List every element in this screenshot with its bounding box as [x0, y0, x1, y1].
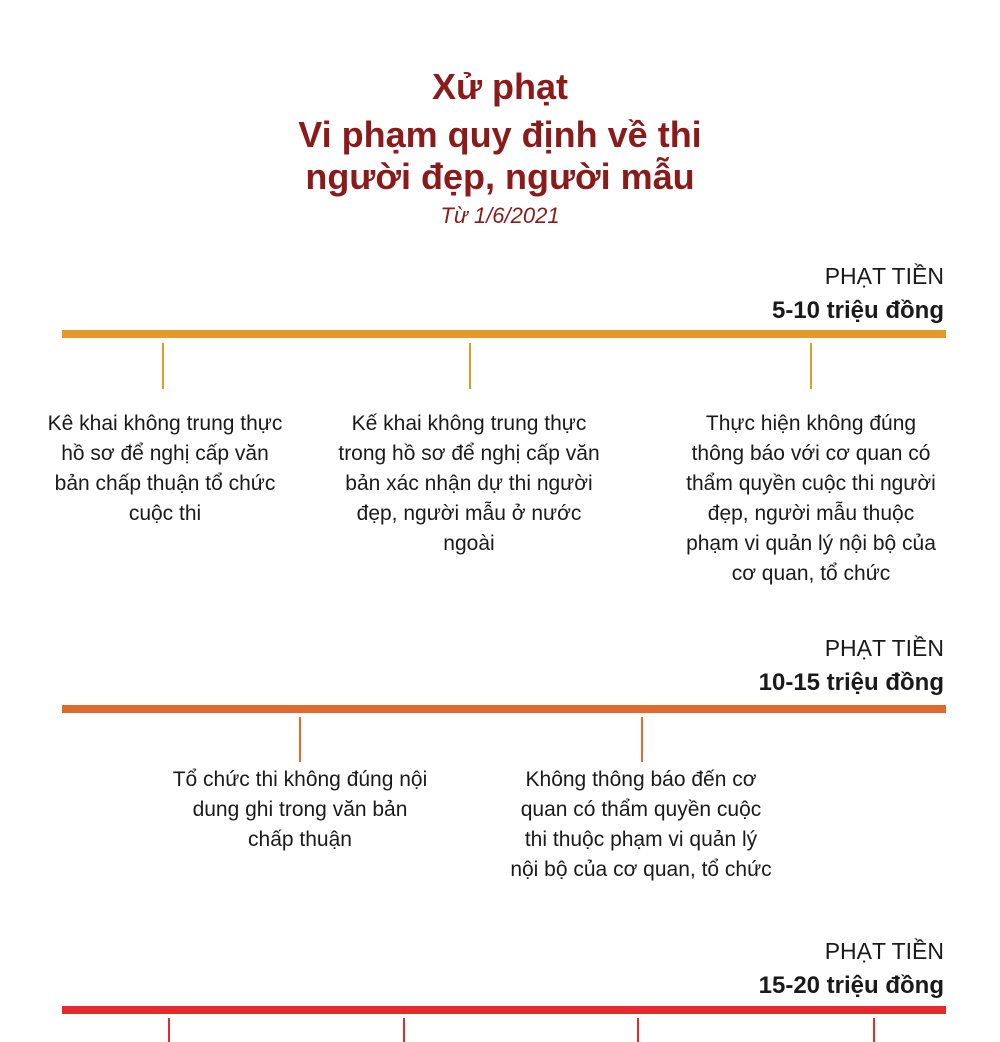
tier3-connector-4: [873, 1018, 875, 1042]
tier2-connector-1: [299, 717, 301, 762]
tier2-connector-2: [641, 717, 643, 762]
tier1-violation-1: Kê khai không trung thực hồ sơ để nghị cấp văn bản chấp thuận tổ chức cuộc thi: [47, 412, 283, 525]
tier2-fine-amount: 10-15 triệu đồng: [758, 669, 944, 696]
title-line-1: Xử phạt: [431, 66, 569, 107]
tier2-violation-1: Tổ chức thi không đúng nội dung ghi trong văn bản chấp thuận: [172, 768, 428, 851]
tier1-timeline-bar: [62, 330, 946, 338]
tier3-connector-1: [168, 1018, 170, 1042]
tier1-connector-1: [162, 343, 164, 389]
tier1-fine-amount: 5-10 triệu đồng: [771, 297, 944, 324]
tier1-connector-3: [810, 343, 812, 389]
tier1-violation-3: Thực hiện không đúng thông báo với cơ quan có thẩm quyền cuộc thi người đẹp, người mẫu thuộc phạm vi quản lý nội bộ của cơ quan, tổ chức: [686, 412, 936, 585]
title-line-3: người đẹp, người mẫu: [305, 156, 695, 197]
tier1-connector-2: [469, 343, 471, 389]
tier3-connector-3: [637, 1018, 639, 1042]
tier3-fine-label: PHẠT TIỀN: [824, 938, 944, 964]
effective-date-subtitle: Từ 1/6/2021: [440, 203, 560, 228]
tier2-timeline-bar: [62, 705, 946, 713]
tier1-violation-2: Kế khai không trung thực trong hồ sơ để nghị cấp văn bản xác nhận dự thi người đẹp, người mẫu ở nước ngoài: [338, 412, 600, 555]
tier3-timeline-bar: [62, 1006, 946, 1014]
tier3-fine-amount: 15-20 triệu đồng: [758, 972, 944, 999]
title-line-2: Vi phạm quy định về thi: [298, 114, 702, 155]
tier2-violation-2: Không thông báo đến cơ quan có thẩm quyền cuộc thi thuộc phạm vi quản lý nội bộ của cơ quan, tổ chức: [510, 768, 772, 881]
tier1-fine-label: PHẠT TIỀN: [824, 263, 944, 289]
tier2-fine-label: PHẠT TIỀN: [824, 635, 944, 661]
tier3-connector-2: [403, 1018, 405, 1042]
